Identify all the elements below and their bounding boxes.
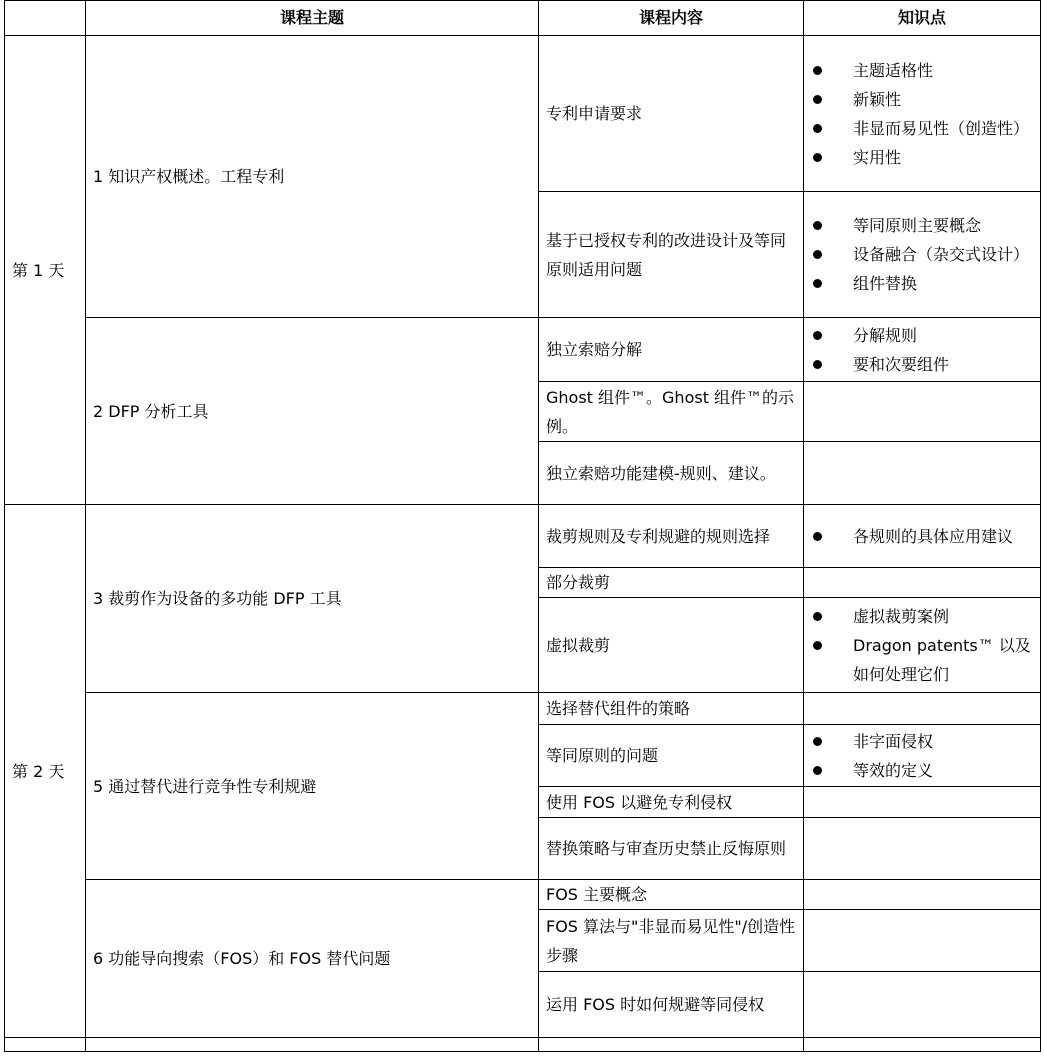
- content-cell: 替换策略与审查历史禁止反悔原则: [539, 818, 804, 880]
- bullet-icon: [813, 360, 822, 369]
- topic-3-title: 3 裁剪作为设备的多功能 DFP 工具: [86, 505, 539, 693]
- empty-cell: [86, 1038, 539, 1052]
- content-cell: 裁剪规则及专利规避的规则选择: [539, 505, 804, 568]
- topic-6-title: 6 功能导向搜索（FOS）和 FOS 替代问题: [86, 880, 539, 1038]
- list-item: 非显而易见性（创造性）: [811, 114, 1033, 143]
- content-cell: FOS 算法与"非显而易见性"/创造性步骤: [539, 910, 804, 972]
- course-schedule-table: [4, 0, 1041, 1052]
- content-cell: FOS 主要概念: [539, 880, 804, 910]
- topic-5-title: 5 通过替代进行竞争性专利规避: [86, 693, 539, 880]
- points-cell: [804, 318, 1041, 382]
- content-cell: 运用 FOS 时如何规避等同侵权: [539, 972, 804, 1038]
- bullet-icon: [813, 250, 822, 259]
- empty-cell: [5, 1038, 86, 1052]
- header-day: [5, 1, 86, 36]
- points-cell: [804, 192, 1041, 318]
- list-item: 设备融合（杂交式设计）: [811, 240, 1033, 269]
- list-item: 要和次要组件: [811, 350, 1033, 379]
- bullet-icon: [813, 95, 822, 104]
- list-item: 等同原则主要概念: [811, 211, 1033, 240]
- points-cell: [804, 818, 1041, 880]
- bullet-icon: [813, 221, 822, 230]
- points-cell: [804, 880, 1041, 910]
- content-cell: 等同原则的问题: [539, 725, 804, 787]
- day-1-label: 第 1 天: [5, 36, 86, 505]
- points-cell: [804, 725, 1041, 787]
- points-list: [811, 56, 1033, 172]
- points-list: [811, 727, 1033, 785]
- points-cell: [804, 910, 1041, 972]
- points-list: [811, 602, 1033, 689]
- points-cell: [804, 693, 1041, 725]
- points-list: [811, 321, 1033, 379]
- list-item: 各规则的具体应用建议: [811, 522, 1033, 551]
- list-item: 新颖性: [811, 85, 1033, 114]
- bullet-icon: [813, 124, 822, 133]
- bullet-icon: [813, 66, 822, 75]
- list-item: 实用性: [811, 143, 1033, 172]
- bullet-icon: [813, 153, 822, 162]
- list-item: Dragon patents™ 以及如何处理它们: [811, 631, 1033, 689]
- list-item: 分解规则: [811, 321, 1033, 350]
- list-item: 虚拟裁剪案例: [811, 602, 1033, 631]
- points-cell: [804, 972, 1041, 1038]
- points-list: [811, 522, 1033, 551]
- topic-1-title: 1 知识产权概述。工程专利: [86, 36, 539, 318]
- bullet-icon: [813, 331, 822, 340]
- content-cell: 选择替代组件的策略: [539, 693, 804, 725]
- bullet-icon: [813, 279, 822, 288]
- list-item: 主题适格性: [811, 56, 1033, 85]
- content-cell: 部分裁剪: [539, 568, 804, 598]
- empty-cell: [804, 1038, 1041, 1052]
- table-row: [5, 318, 1041, 382]
- content-cell: 基于已授权专利的改进设计及等同原则适用问题: [539, 192, 804, 318]
- bullet-icon: [813, 737, 822, 746]
- header-points: 知识点: [804, 1, 1041, 36]
- points-cell: [804, 787, 1041, 818]
- content-cell: Ghost 组件™。Ghost 组件™的示例。: [539, 382, 804, 442]
- content-cell: 独立索赔分解: [539, 318, 804, 382]
- bullet-icon: [813, 612, 822, 621]
- day-2-label: 第 2 天: [5, 505, 86, 1038]
- points-list: [811, 211, 1033, 298]
- table-row: [5, 880, 1041, 910]
- table-row: [5, 693, 1041, 725]
- list-item: 组件替换: [811, 269, 1033, 298]
- table-row: [5, 1038, 1041, 1052]
- list-item: 等效的定义: [811, 756, 1033, 785]
- table-row: [5, 505, 1041, 568]
- empty-cell: [539, 1038, 804, 1052]
- points-cell: [804, 36, 1041, 192]
- header-topic: 课程主题: [86, 1, 539, 36]
- content-cell: 虚拟裁剪: [539, 598, 804, 693]
- table-row: [5, 36, 1041, 192]
- bullet-icon: [813, 766, 822, 775]
- points-cell: [804, 442, 1041, 505]
- points-cell: [804, 382, 1041, 442]
- list-item: 非字面侵权: [811, 727, 1033, 756]
- content-cell: 使用 FOS 以避免专利侵权: [539, 787, 804, 818]
- header-row: [5, 1, 1041, 36]
- topic-2-title: 2 DFP 分析工具: [86, 318, 539, 505]
- points-cell: [804, 568, 1041, 598]
- content-cell: 专利申请要求: [539, 36, 804, 192]
- bullet-icon: [813, 532, 822, 541]
- points-cell: [804, 598, 1041, 693]
- content-cell: 独立索赔功能建模-规则、建议。: [539, 442, 804, 505]
- header-content: 课程内容: [539, 1, 804, 36]
- points-cell: [804, 505, 1041, 568]
- bullet-icon: [813, 641, 822, 650]
